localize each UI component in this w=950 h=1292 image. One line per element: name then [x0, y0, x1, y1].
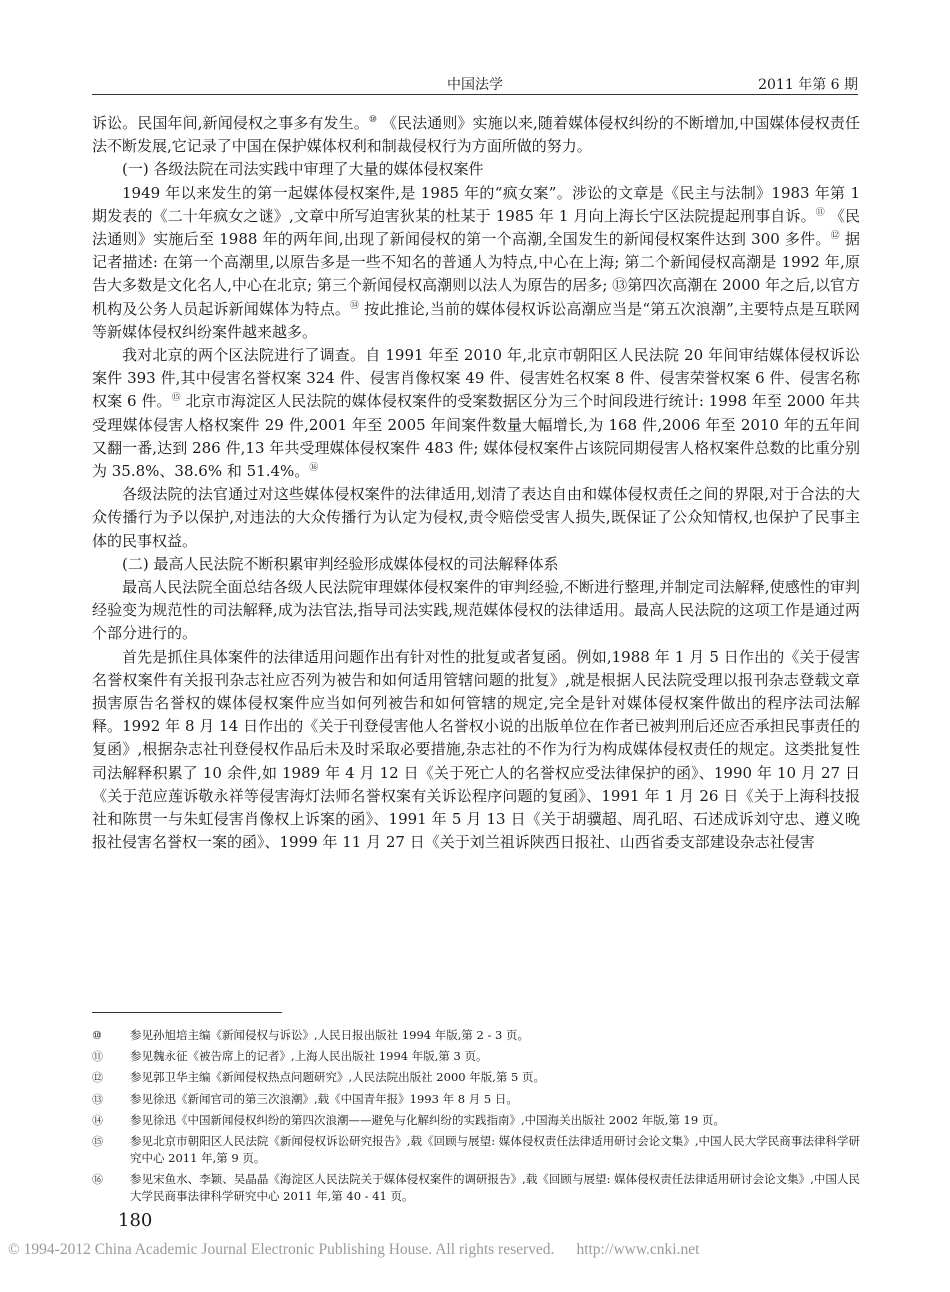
paragraph [92, 344, 860, 483]
text-run: 《民法通则》实施后至 1988 年的两年间,出现了新闻侵权的第一个高潮,全国发生的新闻侵权案件达到 300 多件。 [92, 206, 860, 249]
footnote-mark: ⑩ [92, 1029, 102, 1042]
copyright-line [8, 1241, 699, 1259]
text-run: 1949 年以来发生的第一起媒体侵权案件,是 1985 年的“疯女案”。涉讼的文章是《民主与法制》1983 年第 1 期发表的《二十年疯女之谜》,文章中所写迫害狄某的杜某于 1985 年 1 月向上海长宁区法院提起刑事自诉。 [92, 183, 860, 225]
footnote [92, 1048, 860, 1065]
footnote-text: 参见徐迅《中国新闻侵权纠纷的第四次浪潮——避免与化解纠纷的实践指南》,中国海关出版社 2002 年版,第 19 页。 [130, 1112, 725, 1127]
footnote-mark: ⑮ [92, 1134, 103, 1148]
journal-title: 中国法学 [447, 77, 503, 93]
footnote-ref[interactable]: ⑭ [350, 300, 360, 311]
footnote [92, 1027, 860, 1044]
footnote-ref[interactable]: ⑮ [171, 393, 181, 404]
section-heading: (一) 各级法院在司法实践中审理了大量的媒体侵权案件 [122, 160, 484, 179]
text-run: 据记者描述: 在第一个高潮里,以原告多是一些不知名的普通人为特点,中心在上海; 第二个新闻侵权高潮是 1992 年,原告大多数是文化名人,中心在北京; 第三个新闻侵权高潮则以法人为原告的居多; ⑬第四次高潮在 2000 年之后,以官方机构及公务人员起诉新闻媒体为特点。 [92, 230, 860, 318]
footnote-ref[interactable]: ⑪ [815, 207, 825, 218]
footnote-mark: ⑭ [92, 1113, 103, 1127]
footnote-ref[interactable]: ⑩ [368, 115, 378, 125]
section-heading: (二) 最高人民法院不断积累审判经验形成媒体侵权的司法解释体系 [122, 554, 559, 573]
footnote-mark: ⑯ [92, 1173, 103, 1187]
footnote [92, 1069, 860, 1086]
footnote-text: 参见魏永征《被告席上的记者》,上海人民出版社 1994 年版,第 3 页。 [130, 1049, 488, 1064]
footnote-text: 参见宋鱼水、李颖、吴晶晶《海淀区人民法院关于媒体侵权案件的调研报告》,载《回顾与展望: 媒体侵权责任法律适用研讨会论文集》,中国人民大学民商事法律科学研究中心 2011 年,第 40 - 41 页。 [130, 1172, 860, 1204]
text-run: 按此推论,当前的媒体侵权诉讼高潮应当是“第五次浪潮”,主要特点是互联网等新媒体侵权纠纷案件越来越多。 [92, 299, 860, 341]
paragraph [92, 182, 860, 344]
paragraph: 首先是抓住具体案件的法律适用问题作出有针对性的批复或者复函。例如,1988 年 1 月 5 日作出的《关于侵害名誉权案件有关报刊杂志社应否列为被告和如何适用管辖问题的批复》,就是根据人民法院受理以报刊杂志登载文章损害原告名誉权的媒体侵权案件应当如何列被告和如何管辖的规定,完全是针对媒体侵权案件做出的程序法司法解释。1992 年 8 月 14 日作出的《关于刊登侵害他人名誉权小说的出版单位在作者已被判刑后还应否承担民事责任的复函》,根据杂志社刊登侵权作品后未及时采取必要措施,杂志社的不作为行为构成媒体侵权责任的规定。这类批复性司法解释积累了 10 余件,如 1989 年 4 月 12 日《关于死亡人的名誉权应受法律保护的函》、1990 年 10 月 27 日《关于范应莲诉敬永祥等侵害海灯法师名誉权案有关诉讼程序问题的复函》、1991 年 1 月 26 日《关于上海科技报社和陈贯一与朱虹侵害肖像权上诉案的函》、1991 年 5 月 13 日《关于胡骥超、周孔昭、石述成诉刘守忠、遵义晚报社侵害名誉权一案的函》、1999 年 11 月 27 日《关于刘兰祖诉陕西日报社、山西省委支部建设杂志社侵害 [92, 647, 860, 852]
page-number: 180 [118, 1210, 153, 1231]
paragraph: 最高人民法院全面总结各级人民法院审理媒体侵权案件的审判经验,不断进行整理,并制定司法解释,使感性的审判经验变为规范性的司法解释,成为法官法,指导司法实践,规范媒体侵权的法律适用。最高人民法院的这项工作是通过两个部分进行的。 [92, 578, 860, 643]
footnote-text: 参见徐迅《新闻官司的第三次浪潮》,载《中国青年报》1993 年 8 月 5 日。 [130, 1091, 518, 1106]
footnote-mark: ⑫ [92, 1071, 103, 1085]
paragraph: 各级法院的法官通过对这些媒体侵权案件的法律适用,划清了表达自由和媒体侵权责任之间的界限,对于合法的大众传播行为予以保护,对违法的大众传播行为认定为侵权,责令赔偿受害人损失,既保证了公众知情权,也保护了民事主体的民事权益。 [92, 485, 860, 550]
footnote [92, 1112, 860, 1129]
footnote-mark: ⑪ [92, 1050, 103, 1064]
copyright-url[interactable]: http://www.cnki.net [576, 1241, 700, 1258]
footnote-ref[interactable]: ⑫ [830, 231, 840, 242]
text-run: 我对北京的两个区法院进行了调查。自 1991 年至 2010 年,北京市朝阳区人民法院 20 年间审结媒体侵权诉讼案件 393 件,其中侵害名誉权案 324 件、侵害肖像权案 49 件、侵害姓名权案 8 件、侵害荣誉权案 6 件、侵害名称权案 6 件。 [92, 346, 860, 411]
footnote-text: 参见北京市朝阳区人民法院《新闻侵权诉讼研究报告》,载《回顾与展望: 媒体侵权责任法律适用研讨会论文集》,中国人民大学民商事法律科学研究中心 2011 年,第 9 页。 [130, 1133, 860, 1165]
text-run: 北京市海淀区人民法院的媒体侵权案件的受案数据区分为三个时间段进行统计: 1998 年至 2000 年共受理媒体侵害人格权案件 29 件,2001 年至 2005 年间案件数量大幅增长,为 168 件,2006 年至 2010 年的五年间又翻一番,达到 286 件,13 年共受理媒体侵权案件 483 件; 媒体侵权案件占该院同期侵害人格权案件总数的比重分别为 35.8%、38.6% 和 51.4%。 [92, 392, 860, 481]
text-run: 《民法通则》实施以来,随着媒体侵权纠纷的不断增加,中国媒体侵权责任法不断发展,它记录了中国在保护媒体权利和制裁侵权行为方面所做的努力。 [92, 114, 860, 156]
text-run: 诉讼。民国年间,新闻侵权之事多有发生。 [92, 114, 369, 132]
footnote-ref[interactable]: ⑯ [309, 463, 319, 474]
footnote [92, 1133, 860, 1167]
article-body [92, 112, 860, 855]
copyright-text: © 1994-2012 China Academic Journal Electronic Publishing House. All rights reserved. [8, 1241, 555, 1258]
footnote-mark: ⑬ [92, 1092, 103, 1106]
footnote-rule [92, 1012, 282, 1013]
footnote-text: 参见郭卫华主编《新闻侵权热点问题研究》,人民法院出版社 2000 年版,第 5 页。 [130, 1070, 546, 1085]
footnotes [92, 1027, 860, 1209]
paragraph [92, 112, 860, 158]
footnote [92, 1091, 860, 1108]
footnote [92, 1171, 860, 1205]
issue-label: 2011 年第 6 期 [758, 77, 858, 93]
footnote-text: 参见孙旭培主编《新闻侵权与诉讼》,人民日报出版社 1994 年版,第 2 - 3 页。 [130, 1028, 530, 1042]
running-header [92, 72, 858, 95]
